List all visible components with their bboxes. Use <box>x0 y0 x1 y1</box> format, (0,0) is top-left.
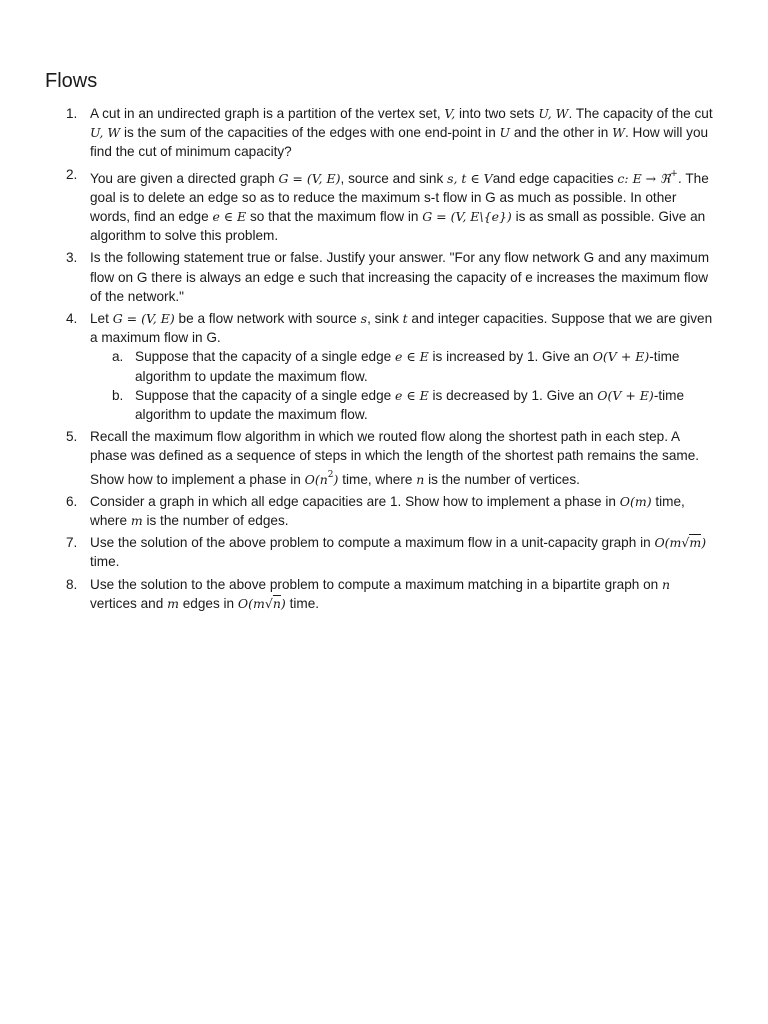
math-expression: G = (V, E\{e}) <box>422 209 512 225</box>
problem-item <box>66 309 720 424</box>
problem-text <box>90 309 720 347</box>
problem-number: 6. <box>66 493 78 509</box>
problem-text <box>90 533 720 571</box>
text-run: Recall the maximum flow algorithm in which we routed flow along the shortest path in each step. A phase was defined as a sequence of steps in which the length of the shortest path remains the same. Show how to implement a phase in <box>90 429 700 487</box>
problem-item <box>66 165 720 246</box>
problem-text <box>90 492 720 530</box>
problem-item <box>66 575 720 613</box>
text-run: is the sum of the capacities of the edges with one end-point in <box>120 125 500 141</box>
problem-item <box>66 533 720 571</box>
text-run: -time algorithm to update the maximum flow. <box>135 387 685 423</box>
math-superscript: + <box>670 168 678 179</box>
text-run: -time algorithm to update the maximum flow. <box>135 349 680 384</box>
math-expression: O(m) <box>619 493 652 509</box>
problem-item <box>66 427 720 489</box>
math-expression: n <box>416 471 425 487</box>
math-expression: e ∈ E <box>394 349 429 365</box>
text-run: Suppose that the capacity of a single edge <box>135 349 395 365</box>
subproblem-item <box>112 386 720 424</box>
text-run: time. <box>90 554 120 570</box>
text-run: is the number of edges. <box>142 513 289 529</box>
subproblem-letter: a. <box>112 349 124 365</box>
subproblem-letter: b. <box>112 387 124 403</box>
math-expression: G = (V, E) <box>112 311 175 327</box>
problem-number: 1. <box>66 106 78 121</box>
text-run: A cut in an undirected graph is a partition of the vertex set, <box>90 106 445 121</box>
text-run: You are given a directed graph <box>90 170 279 186</box>
math-expression: U, W <box>90 125 121 141</box>
text-run: is decreased by 1. Give an <box>428 387 598 403</box>
text-run: , source and sink <box>340 170 448 186</box>
problem-item <box>66 104 720 162</box>
math-expression: O(n <box>304 471 328 487</box>
math-expression: O(V + E) <box>597 387 654 403</box>
math-expression: c: E → ℜ <box>617 170 671 186</box>
problem-number: 5. <box>66 429 78 445</box>
math-expression: U <box>499 125 511 141</box>
problem-number: 3. <box>66 250 78 266</box>
problem-text <box>90 427 720 489</box>
math-expression: m <box>167 595 179 611</box>
math-radicand: n <box>272 595 281 611</box>
text-run: time, where <box>90 493 685 529</box>
text-run: Use the solution to the above problem to compute a maximum matching in a bipartite graph on <box>90 576 663 592</box>
text-run: Use the solution of the above problem to compute a maximum flow in a unit-capacity graph in <box>90 535 655 551</box>
math-expression: O(m√ <box>237 595 273 611</box>
problem-text <box>90 248 720 306</box>
page-title: Flows <box>45 70 98 92</box>
math-superscript: 2 <box>327 469 334 480</box>
text-run: The goal is to delete an edge so as to reduce the maximum s-t flow in G as much as possible. In other words, find an edge <box>90 170 709 225</box>
text-run: . The capacity of the cut <box>568 106 713 121</box>
math-expression: O(V + E) <box>592 349 650 365</box>
text-run: vertices and <box>90 595 168 611</box>
math-expression: G = (V, E) <box>278 170 341 186</box>
text-run: is increased by 1. Give an <box>428 349 593 365</box>
math-expression: ) <box>701 535 707 551</box>
math-expression: ) <box>280 595 286 611</box>
text-run: is as small as possible. Give an algorithm to solve this problem. <box>90 209 706 244</box>
text-run: edges in <box>178 595 238 611</box>
math-radicand: m <box>689 535 702 551</box>
math-expression: m <box>130 513 143 529</box>
text-run: and integer capacities. Suppose that we are given a maximum flow in G. <box>90 311 713 346</box>
text-run: Suppose that the capacity of a single edge <box>135 387 395 403</box>
math-expression: U, W <box>538 106 569 121</box>
text-run: Consider a graph in which all edge capacities are 1. Show how to implement a phase in <box>90 493 620 509</box>
text-run: and edge capacities <box>492 170 618 186</box>
math-expression: . <box>677 170 682 186</box>
math-expression: W <box>612 125 625 141</box>
math-expression: ) <box>333 471 339 487</box>
problem-number: 7. <box>66 535 78 551</box>
text-run: so that the maximum flow in <box>246 209 423 225</box>
text-run: Is the following statement true or false. Justify your answer. "For any flow network G and any maximum flow on G there is always an edge e such that increasing the capacity of e increases the maximum flow of the network." <box>90 250 710 304</box>
text-run: is the number of vertices. <box>424 471 580 487</box>
problem-number: 2. <box>66 166 78 182</box>
math-expression: e ∈ E <box>394 387 429 403</box>
problem-text <box>90 575 720 613</box>
problem-item <box>66 248 720 306</box>
math-expression: t <box>402 311 408 327</box>
math-expression: s <box>360 311 368 327</box>
text-run: time, where <box>338 471 417 487</box>
math-expression: n <box>662 576 671 592</box>
subproblem-item <box>112 347 720 385</box>
math-expression: V, <box>444 106 456 121</box>
math-expression: s, t ∈ V <box>447 170 493 186</box>
problem-list <box>66 104 720 616</box>
text-run: . How will you find the cut of minimum capacity? <box>90 125 709 160</box>
problem-number: 4. <box>66 311 78 327</box>
text-run: , sink <box>367 311 403 327</box>
subproblem-text <box>135 347 720 385</box>
subproblem-list <box>90 347 720 424</box>
math-expression: e ∈ E <box>212 209 247 225</box>
text-run: Let <box>90 311 113 327</box>
text-run: and the other in <box>510 125 613 141</box>
problem-text <box>90 104 720 162</box>
text-run: into two sets <box>455 106 539 121</box>
math-expression: O(m√ <box>654 535 690 551</box>
problem-item <box>66 492 720 530</box>
text-run: be a flow network with source <box>174 311 361 327</box>
subproblem-text <box>135 386 720 424</box>
text-run: time. <box>285 595 320 611</box>
problem-text <box>90 165 720 246</box>
problem-number: 8. <box>66 576 78 592</box>
